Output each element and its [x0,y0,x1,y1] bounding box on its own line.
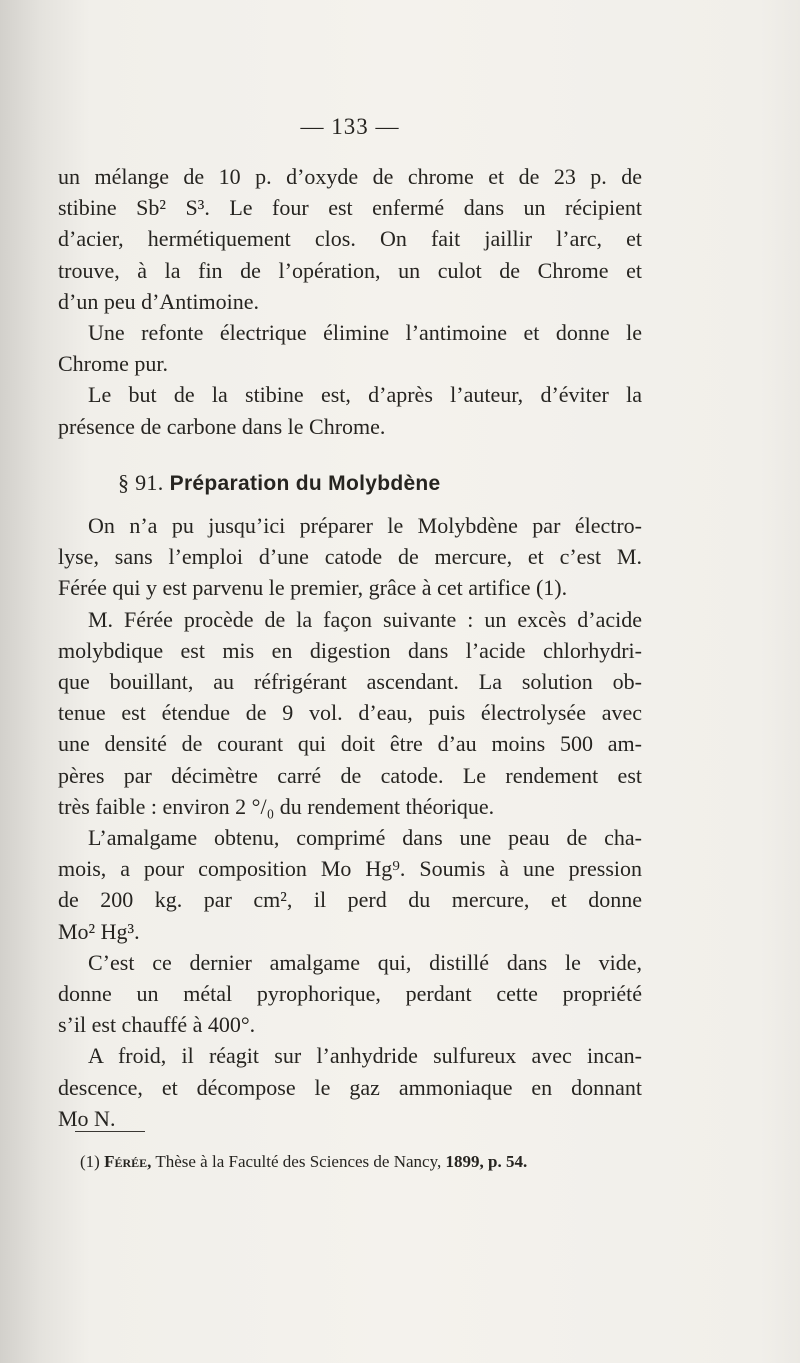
text-line: C’est ce dernier amalgame qui, distillé dans le vide, [88,949,642,975]
footnote-page: p. 54. [487,1152,528,1171]
section-title: Préparation du Molybdène [169,472,441,495]
text-line: pères par décimètre carré de catode. Le rendement est [58,762,642,788]
text-line: une densité de courant qui doit être d’au moins 500 am- [58,731,642,757]
text-line: d’un peu d’Antimoine. [58,288,260,314]
text-line: descence, et décompose le gaz ammoniaque en donnant [58,1074,642,1100]
text-block-chrome [58,161,642,442]
footnote-marker: (1) [80,1152,100,1171]
text-line: d’acier, hermétiquement clos. On fait jaillir l’arc, et [58,226,642,252]
footnote-year: 1899, [445,1152,484,1171]
text-line: Férée qui y est parvenu le premier, grâce à cet artifice (1). [58,575,568,601]
text-line: A froid, il réagit sur l’anhydride sulfureux avec incan- [88,1043,642,1069]
text-line: stibine Sb² S³. Le four est enfermé dans un récipient [58,195,642,221]
text-line: un mélange de 10 p. d’oxyde de chrome et de 23 p. de [58,164,642,189]
text-line: Mo N. [58,1105,116,1131]
footnote-text: Thèse à la Faculté des Sciences de Nancy, [155,1152,442,1171]
text-line: L’amalgame obtenu, comprimé dans une peau de cha- [88,825,642,851]
footnote-author: Férée, [104,1152,152,1171]
text-line: Chrome pur. [58,351,168,377]
text-line: de 200 kg. par cm², il perd du mercure, et donne [58,887,642,913]
text-line: trouve, à la fin de l’opération, un culot de Chrome et [58,257,642,283]
text-line: s’il est chauffé à 400°. [58,1012,256,1038]
text-line: On n’a pu jusqu’ici préparer le Molybdène par électro- [88,513,642,538]
text-line: lyse, sans l’emploi d’une catode de mercure, et c’est M. [58,544,642,570]
section-heading [118,470,678,496]
text-line: molybdique est mis en digestion dans l’acide chlorhydri- [58,637,642,663]
text-line: mois, a pour composition Mo Hg⁹. Soumis à une pression [58,856,642,882]
footnote-divider [75,1131,145,1132]
text-line: que bouillant, au réfrigérant ascendant. La solution ob- [58,669,642,695]
text-line: donne un métal pyrophorique, perdant cette propriété [58,981,642,1007]
section-mark: § 91. [118,470,164,495]
text-line: présence de carbone dans le Chrome. [58,413,386,439]
text-line: tenue est étendue de 9 vol. d’eau, puis électrolysée avec [58,700,642,726]
text-block-molybdene [58,510,642,1134]
page-number: — 133 — [300,114,400,139]
text-line: Mo² Hg³. [58,918,140,944]
text-line: très faible : environ 2 °/₀ du rendement théorique. [58,793,495,819]
footnote [80,1150,660,1174]
text-line: M. Férée procède de la façon suivante : un excès d’acide [88,606,642,632]
text-line: Le but de la stibine est, d’après l’auteur, d’éviter la [88,382,642,408]
text-line: Une refonte électrique élimine l’antimoine et donne le [88,320,642,346]
